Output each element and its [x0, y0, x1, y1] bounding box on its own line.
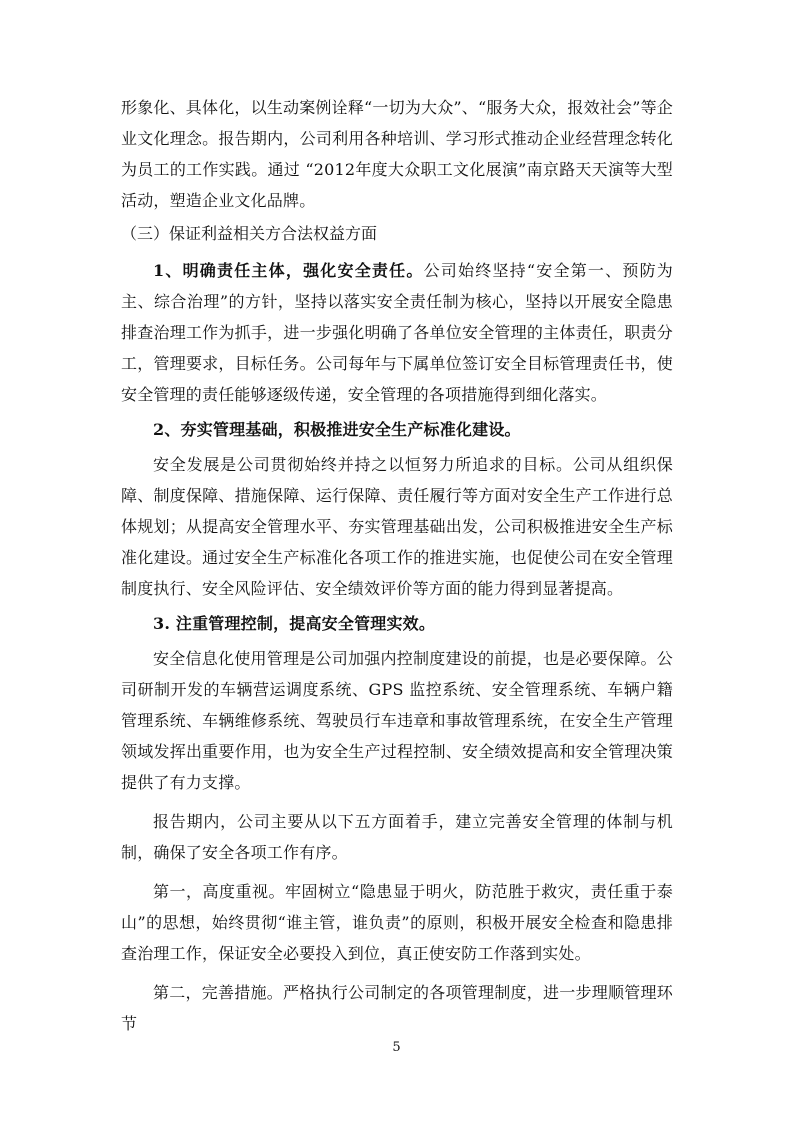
paragraph-report-period: 报告期内，公司主要从以下五方面着手，建立完善安全管理的体制与机制，确保了安全各项工作有序。 [121, 812, 673, 862]
document-page [121, 92, 673, 1039]
paragraph-second: 第二，完善措施。严格执行公司制定的各项管理制度，进一步理顺管理环节 [121, 983, 673, 1033]
item2-title: 2、夯实管理基础，积极推进安全生产标准化建设。 [153, 420, 521, 439]
item3-title: 3. 注重管理控制，提高安全管理实效。 [153, 614, 436, 633]
paragraph-first: 第一，高度重视。牢固树立“隐患显于明火，防范胜于救灾，责任重于泰山”的思想，始终贯彻“谁主管，谁负责”的原则，积极开展安全检查和隐患排查治理工作，保证安全必要投入到位，真正使安防工作落到实处。 [121, 882, 673, 963]
item1-text: 公司始终坚持“安全第一、预防为主、综合治理”的方针，坚持以落实安全责任制为核心，坚持以开展安全隐患排查治理工作为抓手，进一步强化明确了各单位安全管理的主体责任，职责分工，管理要求，目标任务。公司每年与下属单位签订安全目标管理责任书，使安全管理的责任能够逐级传递，安全管理的各项措施得到细化落实。 [121, 261, 673, 404]
item2-text: 安全发展是公司贯彻始终并持之以恒努力所追求的目标。公司从组织保障、制度保障、措施保障、运行保障、责任履行等方面对安全生产工作进行总体规划；从提高安全管理水平、夯实管理基础出发，公司积极推进安全生产标准化建设。通过安全生产标准化各项工作的推进实施，也促使公司在安全管理制度执行、安全风险评估、安全绩效评价等方面的能力得到显著提高。 [121, 455, 673, 598]
paragraph-corporate-culture: 形象化、具体化，以生动案例诠释“一切为大众”、“服务大众，报效社会”等企业文化理念。报告期内，公司利用各种培训、学习形式推动企业经营理念转化为员工的工作实践。通过 “2012年度大众职工文化展演”南京路天天演等大型活动，塑造企业文化品牌。 [121, 98, 673, 210]
item1-paragraph [121, 255, 673, 410]
item1-title: 1、明确责任主体，强化安全责任。 [153, 261, 424, 280]
section-heading: （三）保证利益相关方合法权益方面 [121, 224, 378, 243]
item3-text: 安全信息化使用管理是公司加强内控制度建设的前提，也是必要保障。公司研制开发的车辆营运调度系统、GPS 监控系统、安全管理系统、车辆户籍管理系统、车辆维修系统、驾驶员行车违章和事故管理系统，在安全生产管理领域发挥出重要作用，也为安全生产过程控制、安全绩效提高和安全管理决策提供了有力支撑。 [121, 649, 673, 792]
page-number: 5 [392, 1040, 401, 1055]
